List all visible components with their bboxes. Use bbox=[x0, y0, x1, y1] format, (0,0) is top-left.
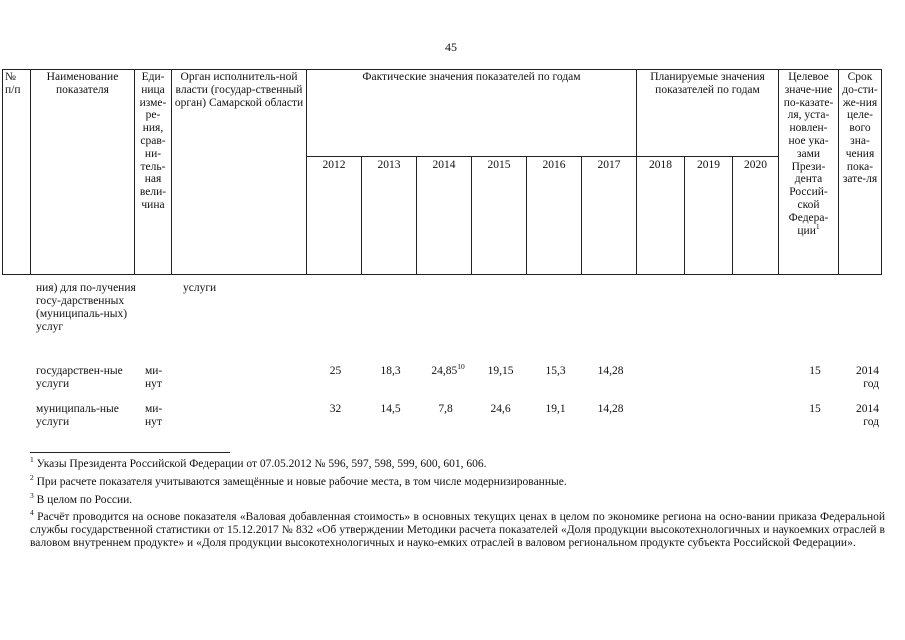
row-2-target: 15 bbox=[809, 403, 821, 415]
row-2-2015: 24,6 bbox=[490, 403, 511, 415]
year-2013: 2013 bbox=[362, 157, 417, 275]
row-2-2016: 19,1 bbox=[545, 403, 566, 415]
continuation-organ: услуги bbox=[183, 282, 217, 294]
year-2018: 2018 bbox=[637, 157, 685, 275]
footnote-2-text: При расчете показателя учитываются замещённые и новые рабочие места, в том числе модернизированные. bbox=[36, 476, 567, 488]
header-organ: Орган исполнитель-ной власти (государ-ственный орган) Самарской области bbox=[172, 70, 307, 275]
row-1-2015: 19,15 bbox=[487, 365, 514, 377]
year-2014: 2014 bbox=[417, 157, 472, 275]
header-target-sup: 1 bbox=[815, 221, 820, 231]
row-1-2017: 14,28 bbox=[597, 365, 624, 377]
footnote-separator bbox=[30, 452, 230, 453]
row-2-2014-value: 7,8 bbox=[438, 403, 453, 415]
row-1-2014-value: 24,85 bbox=[431, 365, 458, 377]
row-1-unit: ми-нут bbox=[145, 365, 163, 390]
footnote-1 bbox=[30, 455, 885, 471]
row-1-name: государствен-ные услуги bbox=[36, 365, 123, 390]
header-planned: Планируемые значения показателей по годам bbox=[637, 70, 779, 157]
header-deadline: Срок до-сти-же-ния целе-вого зна-чения пока-зате-ля bbox=[839, 70, 882, 275]
header-target bbox=[779, 70, 839, 275]
footnote-2 bbox=[30, 473, 885, 489]
row-1-deadline: 2014 год bbox=[856, 365, 879, 390]
year-2017: 2017 bbox=[582, 157, 637, 275]
year-2015: 2015 bbox=[472, 157, 527, 275]
year-2019: 2019 bbox=[685, 157, 733, 275]
row-1-2013: 18,3 bbox=[380, 365, 401, 377]
footnote-4 bbox=[30, 508, 886, 550]
header-target-text: Целевое значе-ние по-казате-ля, уста-новлен-ное ука-зами Прези-дента Россий-ской Федера-ции bbox=[783, 71, 834, 237]
page-number: 45 bbox=[445, 40, 457, 54]
footnote-3-mark: 3 bbox=[30, 491, 34, 501]
row-2-2017: 14,28 bbox=[597, 403, 624, 415]
header-unit: Еди-ница изме-ре-ния, срав-ни-тель-ная вели-чина bbox=[135, 70, 172, 275]
row-2-2013: 14,5 bbox=[380, 403, 401, 415]
footnote-3 bbox=[30, 491, 885, 507]
row-1-2014 bbox=[418, 362, 478, 378]
header-num: № п/п bbox=[3, 70, 31, 275]
footnote-3-text: В целом по России. bbox=[36, 494, 133, 506]
row-1-2012: 25 bbox=[329, 365, 342, 377]
footnote-2-mark: 2 bbox=[30, 473, 34, 483]
row-2-2012: 32 bbox=[329, 403, 342, 415]
row-2-2014 bbox=[418, 403, 473, 416]
year-2020: 2020 bbox=[733, 157, 779, 275]
footnote-1-text: Указы Президента Российской Федерации от 07.05.2012 № 596, 597, 598, 599, 600, 601, 606. bbox=[36, 458, 487, 470]
footnote-1-mark: 1 bbox=[30, 455, 34, 465]
header-table bbox=[2, 69, 882, 275]
row-2-deadline: 2014 год bbox=[856, 403, 879, 428]
year-2016: 2016 bbox=[527, 157, 582, 275]
row-2-name: муниципаль-ные услуги bbox=[36, 403, 119, 428]
row-2-unit: ми-нут bbox=[145, 403, 163, 428]
row-1-2016: 15,3 bbox=[545, 365, 566, 377]
footnote-4-mark: 4 bbox=[30, 508, 34, 518]
row-1-2014-sup: 10 bbox=[457, 362, 465, 372]
footnote-4-text: Расчёт проводится на основе показателя «Валовая добавленная стоимость» в основных текущих ценах в целом по экономике региона на осно-вании приказа Федеральной службы государственной статистики от 15.12.2017 № 832 «Об утверждении Методики расчета показателей «Доля продукции высокотехнологичных и наукоемких отраслей в валовом внутреннем продукте» и «Доля продукции высокотехнологичных и науко-емких отраслей в валовом региональном продукте субъекта Российской Федерации». bbox=[30, 511, 886, 549]
header-name: Наименование показателя bbox=[31, 70, 135, 275]
year-2012: 2012 bbox=[307, 157, 362, 275]
row-1-target: 15 bbox=[809, 365, 821, 377]
continuation-name: ния) для по-лучения госу-дарственных (муниципаль-ных) услуг bbox=[36, 282, 136, 333]
header-actual: Фактические значения показателей по годам bbox=[307, 70, 637, 157]
